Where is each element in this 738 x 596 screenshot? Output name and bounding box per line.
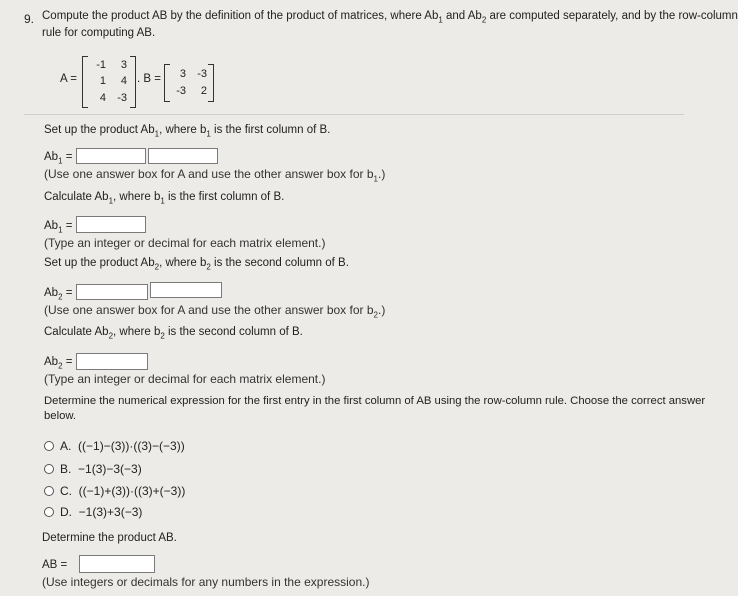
part1-matrix-a-input[interactable] (76, 148, 146, 164)
option-d-text: −1(3)+3(−3) (78, 505, 143, 519)
option-c-radio[interactable] (44, 486, 54, 496)
part3-hint-text: (Use one answer box for A and use the other answer box for b (44, 303, 374, 317)
part2-text-a: Calculate Ab (44, 191, 109, 203)
part3-vector-b2-input[interactable] (150, 282, 222, 298)
part2-text-b: , where b (113, 191, 161, 203)
part6-answer-label: AB = (42, 559, 68, 571)
question-number: 9. (24, 12, 35, 26)
matrix-a-label: A = (60, 73, 77, 85)
part5-instruction-line2: below. (44, 410, 77, 422)
part3-answer-label (44, 287, 72, 301)
part4-label-text: Ab (44, 356, 59, 368)
part3-label-sub: 2 (58, 292, 63, 302)
part3-hint (44, 303, 385, 319)
part6-instruction: Determine the product AB. (42, 532, 177, 544)
part1-instruction (44, 124, 330, 138)
option-c-letter: C. (60, 484, 72, 498)
matrix-b-cell: 3 (179, 68, 186, 80)
option-a-radio[interactable] (44, 441, 54, 451)
prompt-text-c: are computed separately, and by the row-column (486, 10, 738, 22)
part2-sub-b: 1 (160, 196, 165, 206)
question-prompt-line1 (42, 10, 738, 24)
part4-label-eq: = (62, 356, 73, 368)
matrix-b (164, 64, 214, 102)
section-divider (24, 114, 684, 115)
matrix-b-right-bracket (208, 64, 214, 102)
question-prompt-line2: rule for computing AB. (42, 27, 156, 39)
part1-text-c: is the first column of B. (210, 124, 331, 136)
part2-label-sub: 1 (58, 225, 63, 235)
part4-result-input[interactable] (76, 353, 148, 370)
option-d-radio[interactable] (44, 507, 54, 517)
prompt-text-b: and Ab (442, 10, 482, 22)
part6-result-input[interactable] (79, 555, 155, 573)
matrix-a (82, 56, 136, 108)
part2-result-input[interactable] (76, 216, 146, 233)
part4-sub-a: 2 (108, 331, 114, 341)
part2-label-text: Ab (44, 220, 59, 232)
part1-text-a: Set up the product Ab (44, 124, 155, 136)
part4-instruction (44, 326, 303, 340)
part1-sub-a: 1 (154, 129, 160, 139)
part1-hint-text: (Use one answer box for A and use the other answer box for b (44, 167, 374, 181)
part3-hint-sub: 2 (373, 310, 378, 320)
part3-instruction (44, 257, 349, 271)
matrix-a-cell: 1 (99, 75, 106, 87)
option-b-text: −1(3)−3(−3) (78, 462, 142, 476)
prompt-text-a: Compute the product AB by the definition of the product of matrices, where Ab (42, 10, 439, 22)
part3-sub-a: 2 (154, 262, 160, 272)
part1-label-eq: = (62, 151, 73, 163)
part5-instruction-line1: Determine the numerical expression for the first entry in the first column of AB using the row-column rule. Choose the correct answer (44, 395, 706, 407)
part1-hint-sub: 1 (373, 174, 378, 184)
option-b-letter: B. (60, 462, 72, 476)
matrix-a-right-bracket (130, 56, 136, 108)
part3-text-b: , where b (159, 257, 207, 269)
option-a-label[interactable] (60, 439, 185, 453)
prompt-sub-1: 1 (438, 15, 443, 25)
part3-hint-end: .) (377, 303, 386, 317)
matrix-a-cell: -1 (96, 59, 106, 71)
part4-sub-b: 2 (160, 331, 165, 341)
prompt-sub-2: 2 (481, 15, 487, 25)
option-c-text: ((−1)+(3))·((3)+(−3)) (78, 484, 186, 498)
matrix-a-cell: 3 (120, 59, 127, 71)
option-d-letter: D. (60, 505, 72, 519)
part4-answer-label (44, 356, 72, 370)
part1-hint (44, 167, 385, 183)
part2-instruction (44, 191, 284, 205)
option-b-label[interactable] (60, 462, 142, 476)
matrix-a-cell: 4 (99, 92, 106, 104)
matrix-b-cell: -3 (176, 85, 186, 97)
part1-sub-b: 1 (206, 129, 211, 139)
part4-text-c: is the second column of B. (164, 326, 303, 338)
part1-answer-label (44, 151, 72, 165)
part1-label-sub: 1 (58, 156, 63, 166)
matrix-a-cell: 4 (120, 75, 127, 87)
part1-text-b: , where b (159, 124, 207, 136)
option-a-text: ((−1)−(3))·((3)−(−3)) (78, 439, 185, 453)
matrix-b-cell: 2 (200, 85, 207, 97)
part3-label-eq: = (62, 287, 73, 299)
option-d-label[interactable] (60, 505, 142, 519)
matrix-b-cell: -3 (197, 68, 207, 80)
option-a-letter: A. (60, 439, 72, 453)
part3-matrix-a-input[interactable] (76, 284, 148, 300)
part4-hint: (Type an integer or decimal for each matrix element.) (44, 372, 326, 386)
part1-label-text: Ab (44, 151, 59, 163)
option-b-radio[interactable] (44, 464, 54, 474)
part1-hint-end: .) (377, 167, 386, 181)
part4-text-b: , where b (113, 326, 161, 338)
matrix-a-cell: -3 (117, 92, 127, 104)
part4-label-sub: 2 (58, 361, 63, 371)
part3-text-a: Set up the product Ab (44, 257, 155, 269)
matrix-b-label: . B = (137, 73, 161, 85)
part3-text-c: is the second column of B. (210, 257, 349, 269)
part4-text-a: Calculate Ab (44, 326, 109, 338)
part3-sub-b: 2 (206, 262, 211, 272)
part2-label-eq: = (62, 220, 73, 232)
part6-hint: (Use integers or decimals for any numbers in the expression.) (42, 575, 370, 589)
part2-answer-label (44, 220, 72, 234)
part2-text-c: is the first column of B. (164, 191, 285, 203)
part2-sub-a: 1 (108, 196, 114, 206)
part3-label-text: Ab (44, 287, 59, 299)
part2-hint: (Type an integer or decimal for each matrix element.) (44, 236, 326, 250)
part1-vector-b1-input[interactable] (148, 148, 218, 164)
option-c-label[interactable] (60, 484, 185, 498)
